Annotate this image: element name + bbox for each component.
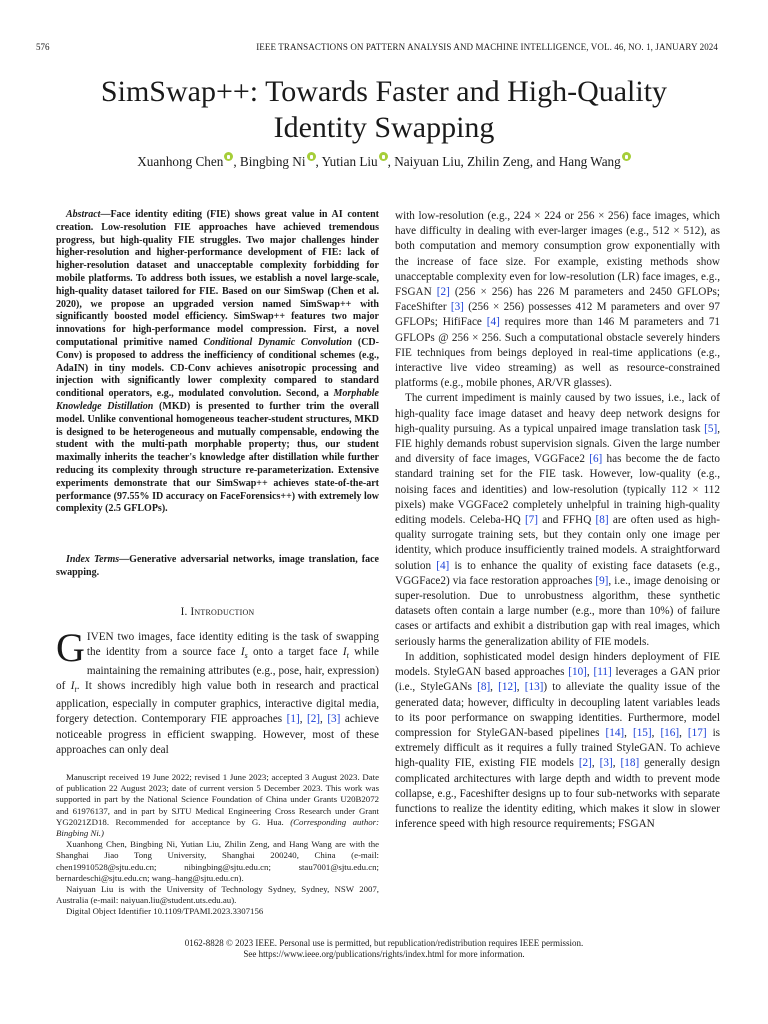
section-numeral: I.: [180, 606, 191, 618]
footnotes: [56, 772, 379, 918]
footnote-affiliation: Xuanhong Chen, Bingbing Ni, Yutian Liu, Zhilin Zeng, and Hang Wang are with the Shanghai Jiao Tong University, Shanghai 200240, China (e-mail: chen19910528@sjtu.edu.cn; nibingbing@sjtu.edu.cn; stau7001@sjtu.edu.cn; bernardeschi@sjtu.edu.cn; wang–hang@sjtu.edu.cn).: [56, 839, 379, 883]
orcid-icon[interactable]: [379, 152, 388, 161]
right-column-body: [395, 209, 720, 832]
orcid-icon[interactable]: [622, 152, 631, 161]
intro-text: while maintaining the remaining attributes (e.g., pose, hair, expression) of: [56, 646, 379, 692]
citation-link[interactable]: [13]: [524, 681, 544, 694]
author-name: Xuanhong Chen: [137, 154, 224, 169]
citation-link[interactable]: [10]: [568, 666, 587, 679]
author-name: , Bingbing Ni: [233, 154, 306, 169]
body-paragraph: The current impediment is mainly caused by two issues, i.e., lack of high-quality face image dataset and heavy deep network designs for high-quality pursuing. As a typical unpaired image translation task [5], FIE highly demands robust supervision signals. Given the large number and diversity of face images, VGGFace2 [6] has become the de facto standard training set for the FIE task. However, low-quality (e.g., noising faces and identities) and low-resolution (typically 112 × 112 pixels) make VGGFace2 completely unhelpful in training high-quality editing models. Celeba-HQ [7] and FFHQ [8] are often used as high-quality surrogate training sets, but they contain only one image per identity, which produce insufficiently trained models. A straightforward solution [4] is to enhance the quality of existing face datasets (e.g., VGGFace2) via face restoration approaches [9], i.e., image denoising or super-resolution. Due to unrobustness algorithm, these synthetic datasets often contain a large number (e.g., more than 10%) of failure cases or artifacts and exhibit a distribution gap with real images, which seriously harms the generalization ability of FIE models.: [395, 392, 721, 648]
drop-cap: G: [56, 625, 85, 670]
citation-link[interactable]: [2]: [436, 286, 450, 299]
index-terms-text: —Generative adversarial networks, image translation, face swapping.: [56, 554, 379, 578]
abstract-text: (MKD) is presented to further trim the overall model. Unlike conventional homogeneous teacher-student structures, MKD is designed to be heterogeneous and mutually compensable, endowing the student with the multi-path morphable property; thus, our student maximally inherits the teacher's knowledge after distillation while further reducing its complexity through structure re-parameterization. Extensive experiments demonstrate that our SimSwap++ achieves state-of-the-art performance (97.55% ID accuracy on FaceForensics++) with extremely low complexity (2.5 GFLOPs).: [56, 400, 379, 515]
corresponding-author: (Corresponding author: Bingbing Ni.): [56, 816, 380, 839]
body-paragraph: In addition, sophisticated model design hinders deployment of FIE models. StyleGAN based approaches [10], [11] leverages a GAN prior (i.e., StyleGANs [8], [12], [13]) to alleviate the quality issue of the generated data; however, difficulty in decoupling latent variables leads to its poor performance on swapping identities. Furthermore, model compression for StyleGAN-based pipelines [14], [15], [16], [17] is extremely difficult as it requires a fully trained StyleGAN. To achieve high-quality FIE, existing FIE models [2], [3], [18] generally design complicated architectures with large depth and width to prevent mode collapse, e.g., Faceshifter designs up to four sub-networks with separate functions to realize the identity editing, which makes it slow in slower inference speed with high resource requirements; FSGAN: [395, 650, 721, 831]
math-subscript: t: [74, 685, 77, 695]
intro-text: . It shows incredibly high value both in research and practical application, especially in computer graphics, interactive digital media, forgery detection. Contemporary FIE approaches: [56, 679, 379, 726]
citation-link[interactable]: [11]: [593, 666, 612, 679]
citation-link[interactable]: [14]: [605, 726, 625, 739]
abstract-term: Conditional Dynamic Convolution: [203, 336, 353, 348]
copyright-notice: [40, 938, 728, 960]
page-number: 576: [36, 42, 50, 52]
citation-link[interactable]: [3]: [599, 757, 613, 770]
title-line-2: Identity Swapping: [273, 111, 495, 144]
intro-text: achieve noticeable progress in efficient swapping. However, most of these approaches can only deal: [56, 713, 379, 756]
footnote-affiliation: Naiyuan Liu is with the University of Technology Sydney, Sydney, NSW 2007, Australia (e-mail: naiyuan.liu@student.uts.edu.au).: [56, 884, 379, 906]
abstract: [56, 209, 379, 516]
index-terms-label: Index Terms: [66, 554, 120, 565]
math-symbol: I: [240, 646, 245, 659]
citation-link[interactable]: [2]: [306, 713, 321, 726]
citation-link[interactable]: [15]: [632, 726, 652, 739]
orcid-icon[interactable]: [307, 152, 316, 161]
section-heading: [56, 606, 379, 618]
journal-header: IEEE TRANSACTIONS ON PATTERN ANALYSIS AND MACHINE INTELLIGENCE, VOL. 46, NO. 1, JANUARY 2024: [256, 42, 718, 52]
introduction-paragraph: GIVEN two images, face identity editing is the task of swapping the identity from a source face $I_s$ onto a target face $I_t$ while maintaining the remaining attributes (e.g., pose, hair, expression) of $I_t$. It shows incredibly high value both in research and practical application, especially in computer graphics, interactive digital media, forgery detection. Contemporary FIE approaches [1], [2], [3] achieve noticeable progress in efficient swapping. However, most of these approaches can only deal: [56, 625, 379, 756]
author-name: , Naiyuan Liu, Zhilin Zeng, and Hang Wang: [387, 154, 621, 169]
footnote-manuscript: Manuscript received 19 June 2022; revised 1 June 2023; accepted 3 August 2023. Date of publication 22 August 2023; date of current version 5 December 2023. This work was supported in part by the National Science Foundation of China under Grants U20B2072 and 61976137, and in part by SJTU Medical Engineering Cross Research under Grant YG2021ZD18. Recommended for acceptance by G. Hua. (Corresponding author: Bingbing Ni.): [56, 772, 380, 839]
abstract-text: —Face identity editing (FIE) shows great value in AI content creation. Low-resolution FIE approaches have achieved tremendous progress, but high-quality FIE struggles. Two major challenges hinder higher-resolution and higher-performance development of FIE: lack of higher-resolution dataset and unacceptable complexity forbidding for mobile platforms. To address both issues, we establish a novel large-scale, high-quality dataset tailored for FIE. Based on our SimSwap (Chen et al. 2020), we propose an upgraded version named SimSwap++ with significantly boosted model efficiency. SimSwap++ features two major innovations for high-performance model compression. First, a novel computational primitive named: [56, 209, 379, 348]
citation-link[interactable]: [18]: [620, 757, 640, 770]
index-terms: [56, 554, 379, 580]
citation-link[interactable]: [8]: [595, 514, 609, 527]
author-list: [40, 152, 728, 171]
citation-link[interactable]: [17]: [687, 726, 707, 739]
citation-link[interactable]: [16]: [660, 726, 680, 739]
math-symbol: I: [342, 646, 347, 659]
rights-link[interactable]: See https://www.ieee.org/publications/rights/index.html for more information.: [243, 949, 525, 959]
citation-link[interactable]: [1]: [286, 713, 300, 726]
copyright-line: 0162-8828 © 2023 IEEE. Personal use is permitted, but republication/redistribution requires IEEE permission.: [184, 938, 584, 948]
section-title: Introduction: [190, 606, 255, 618]
math-subscript: t: [346, 651, 349, 661]
abstract-text: (CD-Conv) is proposed to address the inefficiency of conditional schemes (e.g., AdaIN) in tiny models. CD-Conv achieves anisotropic processing and injection with significantly lower complexity compared to standard conditional operators, e.g., modulated convolution. Second, a: [56, 336, 379, 400]
citation-link[interactable]: [5]: [704, 422, 718, 435]
intro-text: two images, face identity editing is the task of swapping the identity from a source face: [86, 631, 379, 659]
citation-link[interactable]: [3]: [450, 301, 464, 314]
citation-link[interactable]: [7]: [524, 514, 538, 527]
citation-link[interactable]: [8]: [477, 681, 491, 694]
citation-link[interactable]: [4]: [486, 316, 500, 329]
intro-text: onto a target face: [247, 646, 343, 659]
citation-link[interactable]: [12]: [498, 681, 517, 694]
abstract-term: Morphable Knowledge Distillation: [56, 388, 379, 412]
footnote-doi: Digital Object Identifier 10.1109/TPAMI.2023.3307156: [66, 906, 264, 917]
citation-link[interactable]: [4]: [436, 559, 450, 572]
math-symbol: I: [70, 679, 75, 692]
orcid-icon[interactable]: [224, 152, 233, 161]
title-line-1: SimSwap++: Towards Faster and High-Quality: [100, 75, 668, 108]
author-name: , Yutian Liu: [315, 154, 378, 169]
citation-link[interactable]: [9]: [595, 574, 609, 587]
citation-link[interactable]: [2]: [578, 757, 592, 770]
abstract-label: Abstract: [66, 209, 101, 220]
body-paragraph: with low-resolution (e.g., 224 × 224 or 256 × 256) face images, which have difficulty in dealing with ever-larger images (e.g., 512 × 512), as both computation and memory consumption grow exponentially with the increase of face size. For example, existing methods show unacceptable complexity even for low-resolution (LR) face images, e.g., FSGAN [2] (256 × 256) has 226 M parameters and 2450 GFLOPs; FaceShifter [3] (256 × 256) possesses 412 M parameters and over 97 GFLOPs; HifiFace [4] requires more than 146 M parameters and 71 GFLOPs @ 256 × 256. Such a computational obstacle severely hinders FIE techniques from beings deployed in real-time applications (e.g., interactive live video streaming) as well as resource-constrained platforms (e.g., mobile phones, AR/VR glasses).: [395, 210, 721, 390]
citation-link[interactable]: [6]: [589, 453, 603, 466]
lead-word: IVEN: [86, 631, 114, 643]
citation-link[interactable]: [3]: [327, 713, 341, 726]
paper-title: [40, 74, 728, 146]
math-subscript: s: [244, 651, 248, 661]
